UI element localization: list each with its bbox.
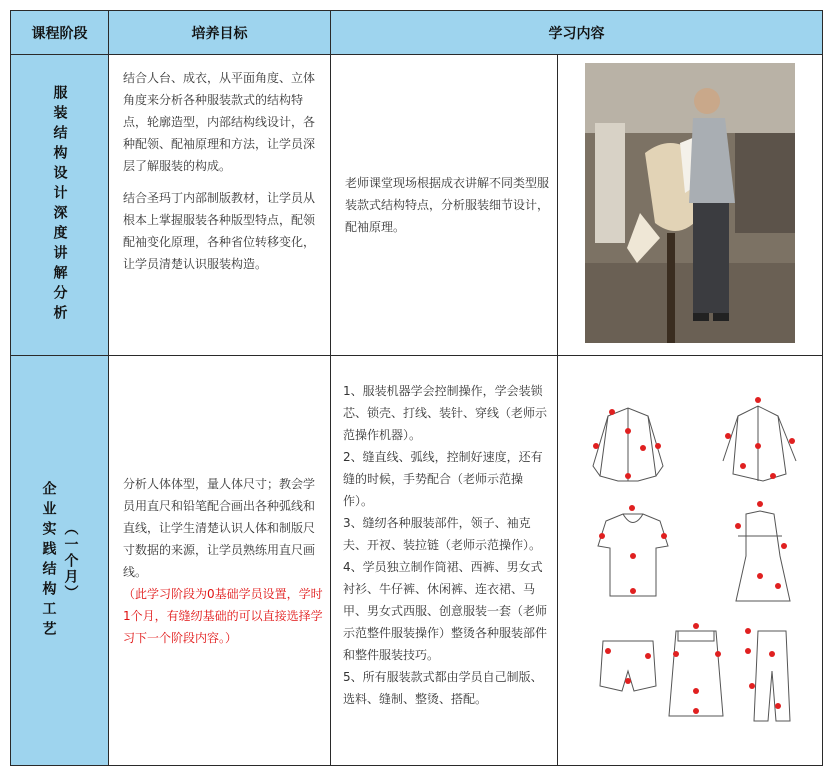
stage-label: 企业实践结构工艺: [40, 480, 57, 641]
teacher-mannequin-photo: [585, 63, 795, 343]
table-row-practice: [11, 356, 823, 766]
list-item: 3、缝纫各种服装部件，领子、袖克夫、开衩、装拉链（老师示范操作）。: [343, 516, 542, 552]
table-row-structure: [11, 55, 823, 356]
goal-paragraph: 结合人台、成衣，从平面角度、立体角度来分析各种服装款式的结构特点，轮廓造型，内部结构线设计，各种配领、配袖原理和方法，让学员深层了解服装的构成。: [123, 71, 316, 173]
content-cell: [331, 356, 558, 766]
goal-cell: [109, 55, 331, 356]
header-goal: 培养目标: [109, 11, 331, 55]
header-stage: 课程阶段: [11, 11, 109, 55]
goal-cell: [109, 356, 331, 766]
goal-paragraph: 结合圣玛丁内部制版教材，让学员从根本上掌握服装各种版型特点，配领配袖变化原理，各种省位转移变化，让学员清楚认识服装构造。: [123, 191, 316, 271]
stage-cell: [11, 356, 109, 766]
course-table: [10, 10, 823, 766]
list-item: 5、所有服装款式都由学员自己制版、选料、缝制、整烫、搭配。: [343, 670, 543, 706]
stage-cell: [11, 55, 109, 356]
photo-cell: [558, 55, 823, 356]
list-item: 4、学员独立制作筒裙、西裤、男女式衬衫、牛仔裤、休闲裤、连衣裙、马甲、男女式西服、创意服装一套（老师示范整件服装操作）整烫各种服装部件和整件服装技巧。: [343, 560, 548, 662]
list-item: 2、缝直线、弧线，控制好速度，还有缝的时候，手势配合（老师示范操作）。: [343, 450, 543, 508]
goal-note: （此学习阶段为0基础学员设置，学时1个月，有缝纫基础的可以直接选择学习下一个阶段内容。）: [123, 586, 323, 645]
content-cell: [331, 55, 558, 356]
stage-label: 服装结构设计深度讲解分析: [51, 85, 68, 325]
garment-measurement-sketches: [568, 386, 813, 736]
stage-duration: （一个月）: [62, 520, 79, 601]
content-text: 老师课堂现场根据成衣讲解不同类型服装款式结构特点，分析服装细节设计，配袖原理。: [345, 176, 550, 234]
goal-text: 分析人体体型，量人体尺寸；教会学员用直尺和铅笔配合画出各种弧线和直线，让学生清楚认识人体和制版尺寸数据的来源，让学员熟练用直尺画线。: [123, 476, 316, 579]
header-row: [11, 11, 823, 55]
header-content: 学习内容: [331, 11, 823, 55]
list-item: 1、服装机器学会控制操作，学会装锁芯、锁壳、打线、装针、穿线（老师示范操作机器）。: [343, 384, 548, 442]
sketch-cell: [558, 356, 823, 766]
